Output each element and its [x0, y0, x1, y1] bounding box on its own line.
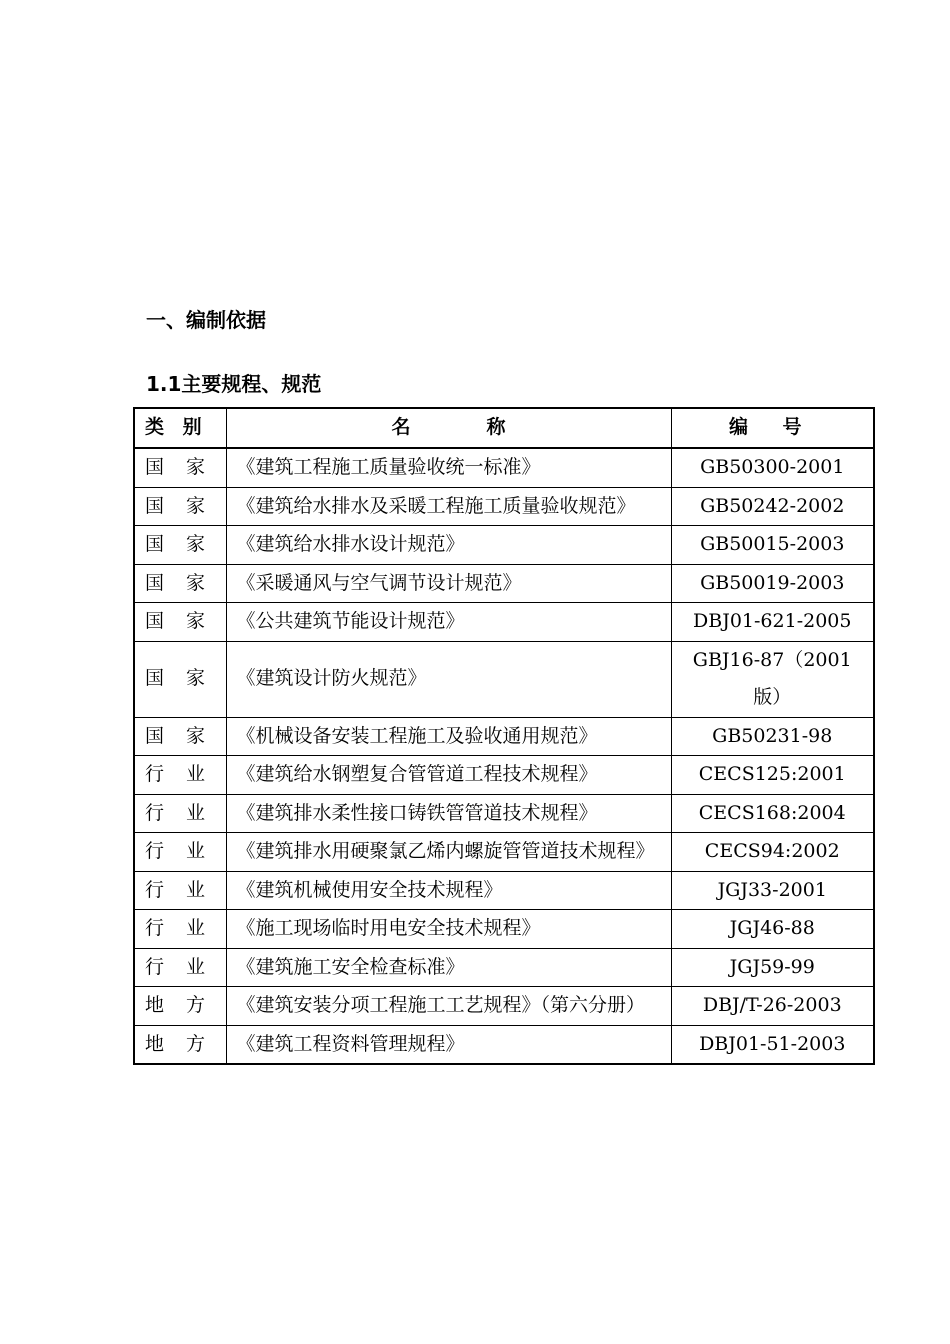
- table-row: [134, 641, 874, 717]
- table-row: [134, 948, 874, 987]
- row-category: 国 家: [134, 564, 226, 603]
- row-code: JGJ59-99: [671, 948, 874, 987]
- row-category: 国 家: [134, 448, 226, 487]
- row-category: 行 业: [134, 833, 226, 872]
- row-code: GB50015-2003: [671, 526, 874, 565]
- table-row: [134, 910, 874, 949]
- row-code: GB50242-2002: [671, 487, 874, 526]
- row-category: 行 业: [134, 948, 226, 987]
- table-header-row: [134, 408, 874, 448]
- table-row: [134, 448, 874, 487]
- row-name: 《建筑给水钢塑复合管管道工程技术规程》: [226, 756, 671, 795]
- row-code: GB50300-2001: [671, 448, 874, 487]
- table-row: [134, 487, 874, 526]
- row-code: GB50019-2003: [671, 564, 874, 603]
- row-name: 《建筑给水排水及采暖工程施工质量验收规范》: [226, 487, 671, 526]
- table-row: [134, 603, 874, 642]
- row-name: 《建筑排水用硬聚氯乙烯内螺旋管管道技术规程》: [226, 833, 671, 872]
- row-category: 国 家: [134, 603, 226, 642]
- row-category: 地 方: [134, 1025, 226, 1064]
- header-name: 名 称: [226, 408, 671, 448]
- row-name: 《机械设备安装工程施工及验收通用规范》: [226, 717, 671, 756]
- row-code: DBJ/T-26-2003: [671, 987, 874, 1026]
- row-name: 《建筑设计防火规范》: [226, 641, 671, 717]
- row-name: 《建筑排水柔性接口铸铁管管道技术规程》: [226, 794, 671, 833]
- row-category: 国 家: [134, 641, 226, 717]
- row-code: JGJ33-2001: [671, 871, 874, 910]
- table-row: [134, 717, 874, 756]
- row-code: CECS94:2002: [671, 833, 874, 872]
- table-row: [134, 1025, 874, 1064]
- table-row: [134, 794, 874, 833]
- row-category: 行 业: [134, 794, 226, 833]
- row-code: CECS125:2001: [671, 756, 874, 795]
- row-category: 国 家: [134, 487, 226, 526]
- row-name: 《采暖通风与空气调节设计规范》: [226, 564, 671, 603]
- table-row: [134, 756, 874, 795]
- row-name: 《公共建筑节能设计规范》: [226, 603, 671, 642]
- table-row: [134, 833, 874, 872]
- standards-table: [133, 407, 875, 1065]
- row-name: 《施工现场临时用电安全技术规程》: [226, 910, 671, 949]
- row-name: 《建筑工程施工质量验收统一标准》: [226, 448, 671, 487]
- row-category: 国 家: [134, 717, 226, 756]
- row-code: CECS168:2004: [671, 794, 874, 833]
- row-category: 行 业: [134, 871, 226, 910]
- header-code: 编 号: [671, 408, 874, 448]
- row-category: 地 方: [134, 987, 226, 1026]
- row-category: 行 业: [134, 756, 226, 795]
- table-row: [134, 987, 874, 1026]
- row-code: GB50231-98: [671, 717, 874, 756]
- row-code: DBJ01-621-2005: [671, 603, 874, 642]
- row-name: 《建筑给水排水设计规范》: [226, 526, 671, 565]
- subsection-heading: 1.1主要规程、规范: [146, 372, 322, 396]
- table-row: [134, 564, 874, 603]
- row-category: 国 家: [134, 526, 226, 565]
- row-name: 《建筑施工安全检查标准》: [226, 948, 671, 987]
- row-code: GBJ16-87（2001版）: [671, 641, 874, 717]
- table-row: [134, 871, 874, 910]
- section-heading: 一、编制依据: [146, 308, 266, 332]
- header-category: 类 别: [134, 408, 226, 448]
- table-row: [134, 526, 874, 565]
- row-name: 《建筑机械使用安全技术规程》: [226, 871, 671, 910]
- row-name: 《建筑安装分项工程施工工艺规程》（第六分册）: [226, 987, 671, 1026]
- row-category: 行 业: [134, 910, 226, 949]
- row-code: DBJ01-51-2003: [671, 1025, 874, 1064]
- row-code: JGJ46-88: [671, 910, 874, 949]
- row-name: 《建筑工程资料管理规程》: [226, 1025, 671, 1064]
